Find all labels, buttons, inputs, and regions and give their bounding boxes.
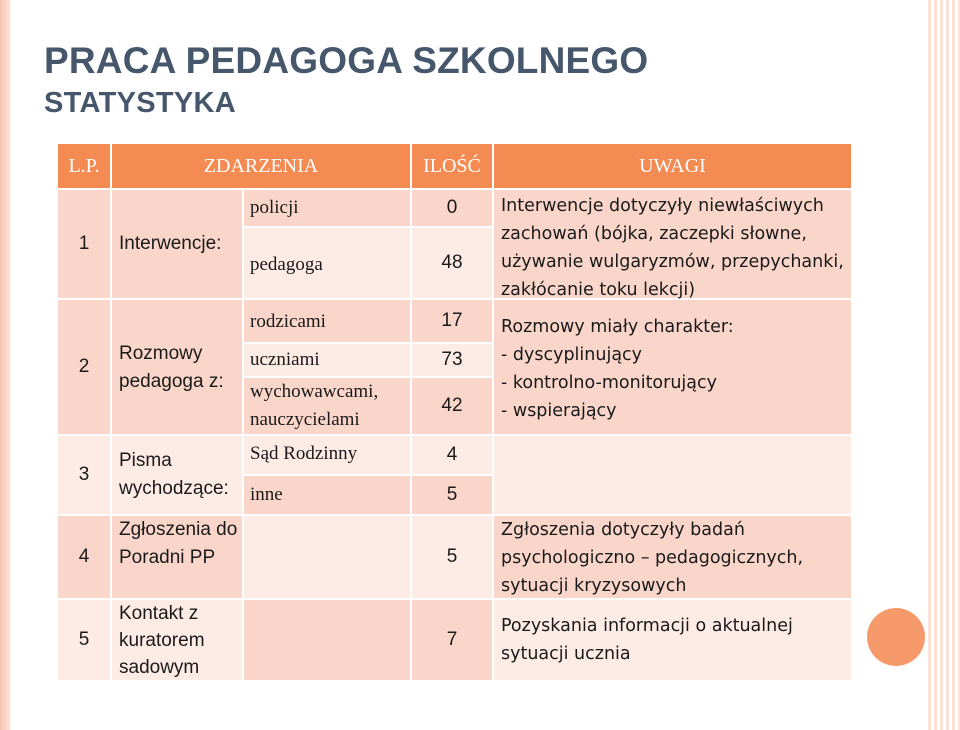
accent-circle	[867, 608, 925, 666]
row-4-item-label	[244, 516, 410, 598]
row-5-item-label	[244, 600, 410, 680]
row-2-note-line-4: - wspierający	[501, 401, 617, 421]
row-2-item-1-label: rodzicami	[244, 300, 410, 342]
page-subtitle: STATYSTYKA	[44, 87, 237, 119]
page-title: PRACA PEDAGOGA SZKOLNEGO	[44, 40, 649, 81]
row-2-category: Rozmowy pedagoga z:	[112, 300, 242, 434]
row-5-category: Kontakt z kuratorem sadowym	[112, 600, 242, 680]
row-3-item-2-label: inne	[244, 476, 410, 514]
row-3-note	[494, 436, 851, 514]
row-4-lp: 4	[58, 516, 110, 598]
row-1-item-1-value: 0	[412, 190, 492, 226]
row-2-note	[494, 300, 851, 434]
header-count: ILOŚĆ	[412, 144, 492, 188]
row-3-lp: 3	[58, 436, 110, 514]
row-3-item-2-value: 5	[412, 476, 492, 514]
header-events: ZDARZENIA	[112, 144, 410, 188]
row-2-item-2-value: 73	[412, 344, 492, 376]
row-1-note: Interwencje dotyczyły niewłaściwych zachowań (bójka, zaczepki słowne, używanie wulgaryzmów, przepychanki, zakłócanie toku lekcji)	[494, 190, 851, 298]
row-2-item-2-label: uczniami	[244, 344, 410, 376]
row-2-lp: 2	[58, 300, 110, 434]
row-2-note-line-3: - kontrolno-monitorujący	[501, 373, 717, 393]
row-5-lp: 5	[58, 600, 110, 680]
row-1-item-2-value: 48	[412, 228, 492, 298]
header-notes: UWAGI	[494, 144, 851, 188]
row-3-item-1-value: 4	[412, 436, 492, 474]
row-1-item-1-label: policji	[244, 190, 410, 226]
row-1-category: Interwencje:	[112, 190, 242, 298]
row-5-item-value: 7	[412, 600, 492, 680]
row-3-item-1-label: Sąd Rodzinny	[244, 436, 410, 474]
row-2-item-1-value: 17	[412, 300, 492, 342]
row-4-item-value: 5	[412, 516, 492, 598]
row-2-item-3-value: 42	[412, 378, 492, 434]
right-decor-stripes	[928, 0, 960, 730]
row-2-note-line-2: - dyscyplinujący	[501, 345, 643, 365]
row-4-note: Zgłoszenia dotyczyły badań psychologiczno – pedagogicznych, sytuacji kryzysowych	[494, 516, 851, 598]
row-2-note-line-1: Rozmowy miały charakter:	[501, 317, 734, 337]
row-1-lp: 1	[58, 190, 110, 298]
row-4-category: Zgłoszenia do Poradni PP	[112, 516, 242, 598]
header-lp: L.P.	[58, 144, 110, 188]
left-decor-strip	[0, 0, 10, 730]
row-1-item-2-label: pedagoga	[244, 228, 410, 298]
row-5-note: Pozyskania informacji o aktualnej sytuacji ucznia	[494, 600, 851, 680]
row-2-item-3-label: wychowawcami, nauczycielami	[244, 378, 410, 434]
row-3-category: Pisma wychodzące:	[112, 436, 242, 514]
